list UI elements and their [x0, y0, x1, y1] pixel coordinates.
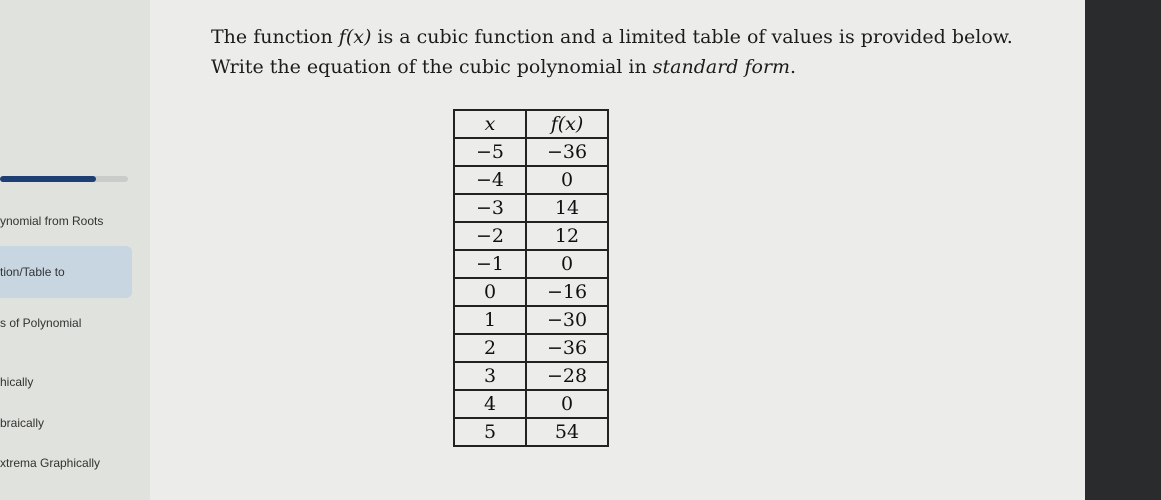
- cell-fx: 14: [526, 194, 608, 222]
- cell-fx: −28: [526, 362, 608, 390]
- cell-fx: 0: [526, 390, 608, 418]
- sidebar-item-graphically[interactable]: hically: [0, 375, 34, 389]
- sidebar-item-polynomial[interactable]: s of Polynomial: [0, 316, 82, 330]
- cell-x: 1: [454, 306, 526, 334]
- cell-fx: −16: [526, 278, 608, 306]
- table-row: [454, 138, 608, 166]
- screen-edge-dark: [1085, 0, 1161, 500]
- cell-fx: 0: [526, 250, 608, 278]
- cell-fx: 12: [526, 222, 608, 250]
- sidebar-item-label: tion/Table to: [0, 265, 65, 279]
- cell-fx: 54: [526, 418, 608, 446]
- function-notation: f(x): [338, 26, 372, 48]
- table-row: [454, 222, 608, 250]
- cell-fx: −36: [526, 138, 608, 166]
- sidebar-item-extrema-graphically[interactable]: xtrema Graphically: [0, 456, 101, 470]
- cell-x: −5: [454, 138, 526, 166]
- lesson-progress-fill: [0, 176, 96, 182]
- cell-x: −4: [454, 166, 526, 194]
- column-header-fx: f(x): [526, 110, 608, 138]
- cell-x: 3: [454, 362, 526, 390]
- values-table: [453, 109, 609, 447]
- sidebar-item-algebraically[interactable]: braically: [0, 416, 45, 430]
- table-row: [454, 306, 608, 334]
- table-row: [454, 418, 608, 446]
- cell-x: −2: [454, 222, 526, 250]
- table-row: [454, 390, 608, 418]
- table-row: [454, 166, 608, 194]
- lesson-sidebar: [0, 0, 151, 500]
- cell-fx: −30: [526, 306, 608, 334]
- main-content: [150, 0, 1085, 500]
- cell-x: 2: [454, 334, 526, 362]
- cell-x: −1: [454, 250, 526, 278]
- cell-x: 4: [454, 390, 526, 418]
- cell-fx: 0: [526, 166, 608, 194]
- problem-period: .: [790, 56, 797, 78]
- cell-x: 0: [454, 278, 526, 306]
- table-row: [454, 250, 608, 278]
- table-row: [454, 334, 608, 362]
- sidebar-item-function-table[interactable]: [0, 246, 132, 298]
- problem-statement: [211, 22, 1041, 82]
- table-row: [454, 194, 608, 222]
- problem-text-before: The function: [211, 26, 339, 48]
- lesson-progress-bar: [0, 176, 128, 182]
- cell-x: 5: [454, 418, 526, 446]
- cell-x: −3: [454, 194, 526, 222]
- table-row: [454, 278, 608, 306]
- standard-form-emphasis: standard form: [652, 56, 791, 78]
- table-header-row: [454, 110, 608, 138]
- problem-text-after: is a cubic function and a limited table of values is provided below. Write the equation of the cubic polynomial in: [211, 26, 1013, 78]
- table-body: [454, 138, 608, 446]
- sidebar-item-polynomial-from-roots[interactable]: ynomial from Roots: [0, 214, 104, 228]
- column-header-x: x: [454, 110, 526, 138]
- table-row: [454, 362, 608, 390]
- cell-fx: −36: [526, 334, 608, 362]
